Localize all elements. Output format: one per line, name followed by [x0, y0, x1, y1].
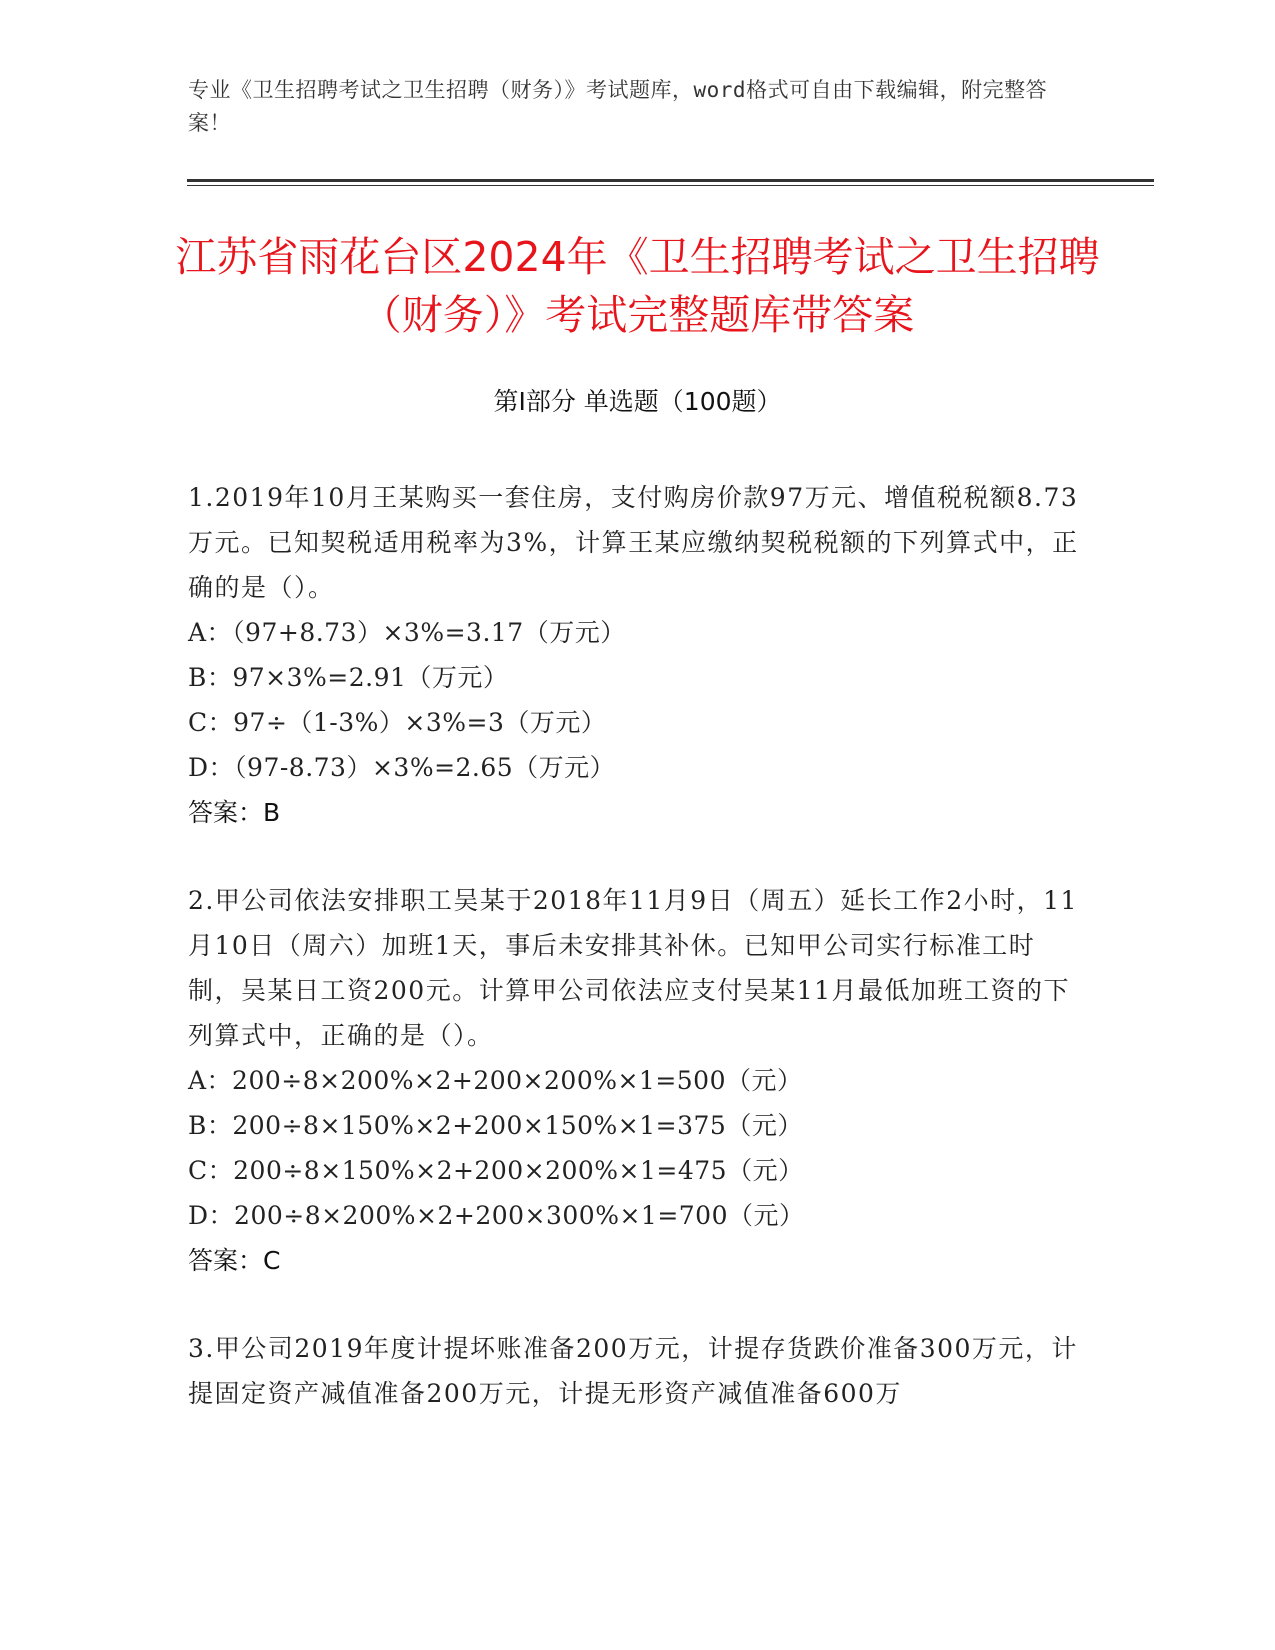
header-rule-thick: [187, 179, 1154, 182]
option-b: B：200÷8×150%×2+200×150%×1=375（元）: [188, 1111, 803, 1140]
option-b: B：97×3%=2.91（万元）: [188, 663, 509, 692]
option-a: A：（97+8.73）×3%=3.17（万元）: [188, 618, 626, 647]
header-rule-thin: [187, 185, 1154, 186]
option-c: C：97÷（1-3%）×3%=3（万元）: [188, 708, 607, 737]
document-title: 江苏省雨花台区2024年《卫生招聘考试之卫生招聘（财务）》考试完整题库带答案: [175, 233, 1100, 339]
question-stem: 1.2019年10月王某购买一套住房，支付购房价款97万元、增值税税额8.73万元。已知契税适用税率为3%，计算王某应缴纳契税税额的下列算式中，正确的是（）。: [188, 483, 1079, 602]
section-title: 第Ⅰ部分 单选题（100题）: [493, 387, 782, 416]
question-1: [188, 475, 1088, 835]
option-d: D：200÷8×200%×2+200×300%×1=700（元）: [188, 1201, 805, 1230]
question-stem: 3.甲公司2019年度计提坏账准备200万元，计提存货跌价准备300万元，计提固定资产减值准备200万元，计提无形资产减值准备600万: [188, 1334, 1078, 1408]
question-2: [188, 878, 1088, 1283]
question-stem: 2.甲公司依法安排职工吴某于2018年11月9日（周五）延长工作2小时，11月10日（周六）加班1天，事后未安排其补休。已知甲公司实行标准工时制，吴某日工资200元。计算甲公司依法应支付吴某11月最低加班工资的下列算式中，正确的是（）。: [188, 886, 1078, 1050]
header-note: 专业《卫生招聘考试之卫生招聘（财务）》考试题库，word格式可自由下载编辑，附完整答案！: [188, 78, 1048, 135]
option-c: C：200÷8×150%×2+200×200%×1=475（元）: [188, 1156, 804, 1185]
question-3: [188, 1326, 1088, 1416]
answer: 答案：C: [188, 1246, 281, 1275]
option-d: D：（97-8.73）×3%=2.65（万元）: [188, 753, 616, 782]
answer: 答案：B: [188, 798, 281, 827]
option-a: A：200÷8×200%×2+200×200%×1=500（元）: [188, 1066, 803, 1095]
question-list: [188, 475, 1088, 1459]
